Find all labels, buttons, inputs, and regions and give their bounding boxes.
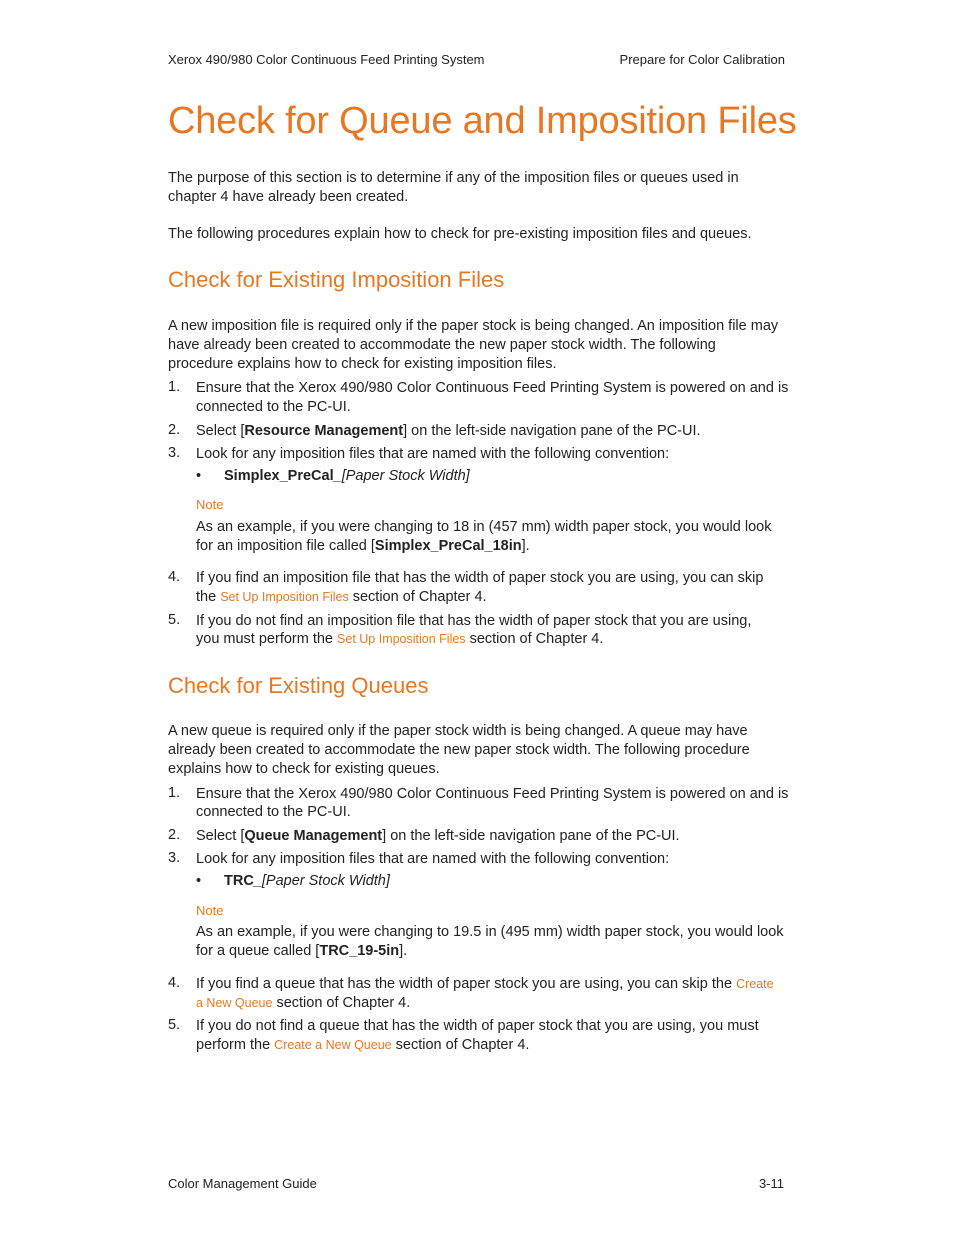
step-text: Ensure that the Xerox 490/980 Color Continuous Feed Printing System is powered on and is bbox=[196, 786, 789, 802]
link-create-new-queue[interactable]: a New Queue bbox=[196, 996, 273, 1010]
page-title: Check for Queue and Imposition Files bbox=[168, 100, 797, 142]
note-text: for an imposition file called [Simplex_PreCal_18in]. bbox=[196, 538, 530, 554]
step-number: 3. bbox=[168, 445, 181, 461]
step-text: If you find an imposition file that has the width of paper stock you are using, you can skip bbox=[196, 570, 764, 586]
link-create-new-queue[interactable]: Create a New Queue bbox=[274, 1038, 392, 1052]
link-create-new-queue[interactable]: Create bbox=[736, 977, 774, 991]
step-text: connected to the PC-UI. bbox=[196, 804, 351, 820]
note-text: for a queue called [TRC_19-5in]. bbox=[196, 943, 408, 959]
step-text: If you do not find a queue that has the width of paper stock that you are using, you must bbox=[196, 1018, 759, 1034]
ui-label-resource-management: Resource Management bbox=[244, 423, 404, 439]
step-number: 5. bbox=[168, 1017, 181, 1033]
section2-paragraph-line: A new queue is required only if the paper stock width is being changed. A queue may have bbox=[168, 723, 748, 739]
step-number: 1. bbox=[168, 785, 181, 801]
step-text: If you find a queue that has the width of paper stock you are using, you can skip the Create bbox=[196, 976, 774, 992]
step-number: 4. bbox=[168, 975, 181, 991]
step-text: a New Queue section of Chapter 4. bbox=[196, 995, 411, 1011]
step-text: Select [Queue Management] on the left-side navigation pane of the PC-UI. bbox=[196, 828, 680, 844]
step-number: 2. bbox=[168, 827, 181, 843]
step-text: Ensure that the Xerox 490/980 Color Continuous Feed Printing System is powered on and is bbox=[196, 380, 789, 396]
section2-paragraph-line: already been created to accommodate the new paper stock width. The following procedure bbox=[168, 742, 750, 758]
running-header-left: Xerox 490/980 Color Continuous Feed Printing System bbox=[168, 52, 485, 67]
link-set-up-imposition-files[interactable]: Set Up Imposition Files bbox=[220, 590, 349, 604]
section1-paragraph-line: A new imposition file is required only if the paper stock is being changed. An imposition file may bbox=[168, 318, 779, 334]
step-number: 3. bbox=[168, 850, 181, 866]
note-label: Note bbox=[196, 497, 224, 512]
step-text: Look for any imposition files that are named with the following convention: bbox=[196, 851, 670, 867]
note-text: As an example, if you were changing to 18 in (457 mm) width paper stock, you would look bbox=[196, 519, 772, 535]
naming-convention: Simplex_PreCal_[Paper Stock Width] bbox=[224, 468, 470, 484]
step-number: 5. bbox=[168, 612, 181, 628]
naming-convention: TRC_[Paper Stock Width] bbox=[224, 873, 390, 889]
bullet-icon: • bbox=[196, 468, 202, 484]
step-text: Select [Resource Management] on the left-side navigation pane of the PC-UI. bbox=[196, 423, 701, 439]
note-label: Note bbox=[196, 903, 224, 918]
note-text: As an example, if you were changing to 19.5 in (495 mm) width paper stock, you would look bbox=[196, 924, 784, 940]
footer-page-number: 3-11 bbox=[758, 1176, 784, 1191]
footer-guide-title: Color Management Guide bbox=[168, 1176, 317, 1191]
step-text: perform the Create a New Queue section of Chapter 4. bbox=[196, 1037, 530, 1053]
step-number: 2. bbox=[168, 422, 181, 438]
step-text: Look for any imposition files that are named with the following convention: bbox=[196, 446, 670, 462]
step-text: the Set Up Imposition Files section of Chapter 4. bbox=[196, 589, 487, 605]
intro-paragraph-2: The following procedures explain how to check for pre-existing imposition files and queues. bbox=[168, 226, 752, 242]
step-number: 1. bbox=[168, 379, 181, 395]
section-heading-queues: Check for Existing Queues bbox=[168, 673, 429, 698]
intro-paragraph-line: The purpose of this section is to determine if any of the imposition files or queues used in bbox=[168, 170, 739, 186]
section-heading-imposition-files: Check for Existing Imposition Files bbox=[168, 267, 505, 292]
step-text: connected to the PC-UI. bbox=[196, 399, 351, 415]
bullet-icon: • bbox=[196, 873, 202, 889]
step-text: If you do not find an imposition file that has the width of paper stock that you are using, bbox=[196, 613, 752, 629]
section1-paragraph-line: have already been created to accommodate the new paper stock width. The following bbox=[168, 337, 716, 353]
step-text: you must perform the Set Up Imposition Files section of Chapter 4. bbox=[196, 631, 604, 647]
intro-paragraph-line: chapter 4 have already been created. bbox=[168, 189, 409, 205]
step-number: 4. bbox=[168, 569, 181, 585]
section1-paragraph-line: procedure explains how to check for existing imposition files. bbox=[168, 356, 557, 372]
section2-paragraph-line: explains how to check for existing queues. bbox=[168, 761, 440, 777]
link-set-up-imposition-files[interactable]: Set Up Imposition Files bbox=[337, 632, 466, 646]
running-header-right: Prepare for Color Calibration bbox=[619, 52, 785, 67]
ui-label-queue-management: Queue Management bbox=[244, 828, 383, 844]
